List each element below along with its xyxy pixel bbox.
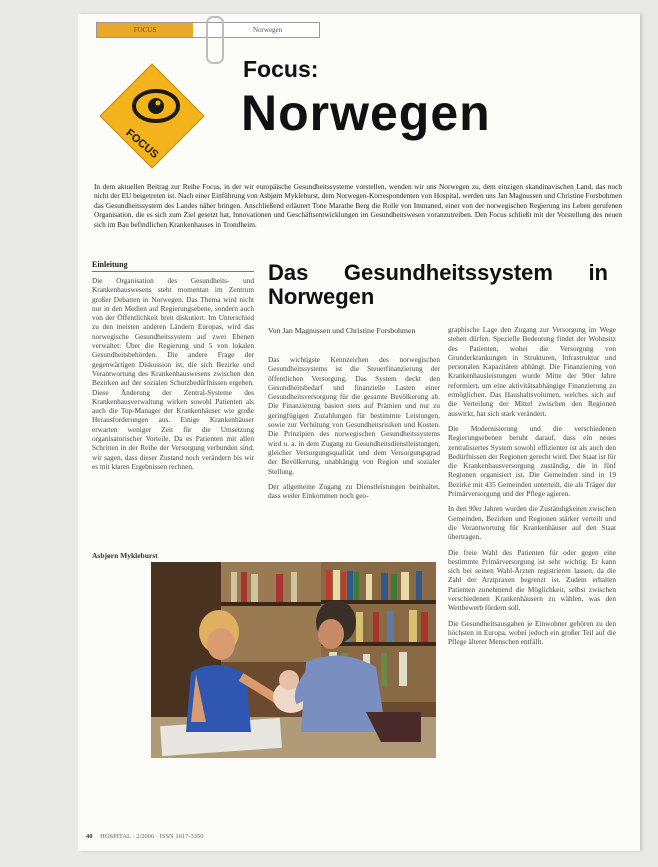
focus-eye-logo-icon <box>98 62 206 170</box>
article-column-1 <box>268 355 440 506</box>
article-title-line1: Das Gesundheitssystem in <box>268 260 608 285</box>
article-paragraph: Die Modernisierung und die verschiedenen Regierungsebenen beruht darauf, dass ein neues zentralisiertes System sowohl effizienter ist als auch den Bedürfnissen der Regionen gerecht wird. Der Staat ist für die Krankenhausversorgung zuständig, die in fünf Regionen organisiert ist. Die Gemeinden sind in 19 Bezirke mit 435 Gemeinden unterteilt, die als Träger der Primärversorgung und der Pflege agieren. <box>448 423 616 499</box>
article-paragraph: In den 90er Jahren wurden die Zuständigkeiten zwischen Gemeinden, Bezirken und Regionen stärker verteilt und die Verantwortung für Krankenhäuser auf den Staat übertragen. <box>448 504 616 542</box>
kicker: Focus: <box>243 56 319 82</box>
section-label: FOCUS <box>97 23 193 37</box>
byline: Von Jan Magnussen und Christine Forsbohmen <box>268 326 416 335</box>
sidebar-author: Asbjørn Mykleburst <box>92 551 158 560</box>
article-paragraph: Der allgemeine Zugang zu Dienstleistungen beinhaltet, dass weder Einkommen noch geo- <box>268 481 440 501</box>
sidebar-text: Die Organisation des Gesundheits- und Krankenhauswesens steht momentan im Zentrum großer Debatten in Norwegen. Das Thema wird nicht nur in den Medien auf Regierungsebene, sondern auch von der Öffentlichkeit breit diskutiert. Im Unterschied zu den meisten anderen Ländern Europas, wird das norwegische Gesundheitssystem auf zwei Ebenen verwaltet: Über die Regierung und 5 von lokalen Gesundheitsbehörden. Die andere Frage der gegenwärtigen Diskussion ist, die sich Bezirke und Verantwortung des Krankenhauswesens zwischen den Bezirken auf der sozialen Schutzbedürfnissen ergeben. Diese Änderung der Zentral-Systeme des Krankenhausverwaltung wirken sowohl Patienten als auch die Top-Manager der Krankenhäuser wie große Herausforderungen aus. Einige Krankenhäuser erwarten weniger Zeit für die Umsetzung organisatorischer Vorteile. Da es Patienten mit allen Schritten in der Reihe der Versorgung verbunden sind, wir sagen, dass dieser Zustand noch verändern bis wir es mit klaren Ergebnissen rechnen. <box>92 276 254 471</box>
intro-paragraph: In dem aktuellen Beitrag zur Reihe Focus, in der wir europäische Gesundheitssysteme vorstellen, wenden wir uns Norwegen zu, dem einzigen skandinavischen Land, das noch nicht der EU beigetreten ist. Nach einer Einführung von Asbjørn Mykleburst, dem Norwegen-Korrespondenten von Hospital, werden uns Jan Magnussen und Christine Forsbohmen das Gesundheitssystem des Landes näher bringen. Anschließend erläutert Tone Marathe Berg die Rolle von Immaned, einer von der norwegischen Regierung ins Leben gerufenen Organisation, die es sich zum Ziel gesetzt hat, Innovationen und Geschäftsentwicklungen im Gesundheitswesen voranzutreiben. Den Focus schließt mit der Vorstellung des neuen sich im Bau befindlichen Krankenhauses in Trondheim. <box>94 182 622 229</box>
svg-text:FOCUS: FOCUS <box>123 127 161 161</box>
page-footer <box>86 833 204 840</box>
sidebar-heading: Einleitung <box>92 260 254 272</box>
page-title: Norwegen <box>241 85 491 141</box>
page-number: 40 <box>86 833 93 840</box>
category-label: Norwegen <box>253 26 283 34</box>
footer-text: HOSPITAL · 2/2006 · ISSN 1617-3350 <box>100 833 204 840</box>
article-paragraph: Die freie Wahl des Patienten für oder gegen eine bestimmte Primärversorgung ist sehr wichtig. Er kann sich bei seinen Wahl-Ärzten registrieren lassen, da die Zahl der Arztpraxen begrenzt ist. Zudem erhalten Patienten zunehmend die Möglichkeit, selbst zwischen verschiedenen Krankenhäusern zu wählen, was den Wettbewerb fördern soll. <box>448 547 616 613</box>
article-paragraph: graphische Lage den Zugang zur Versorgung im Wege stehen dürfen. Spezielle Bedeutung findet der Wohnsitz des Patienten, wobei die Versorgung von Grunderkrankungen in Strukturen, Infrastruktur und personalen Kapazitäten abhängt. Die Finanzierung von Krankenhausleistungen wurde Mitte der 90er Jahre reformiert, um eine aktivitätsabhängige Finanzierung zu ermöglichen. Das Haushaltsvolumen, welches sich auf die Verteilung der Mittel zwischen den Regionen auswirkt, hat sich stark verändert. <box>448 325 616 418</box>
article-paragraph: Die Gesundheitsausgaben je Einwohner gehören zu den höchsten in Europa, wobei jedoch ein großer Teil auf die Pflege älterer Menschen entfällt. <box>448 618 616 647</box>
article-paragraph: Das wichtigste Kennzeichen des norwegischen Gesundheitssystems ist die Steuerfinanzierung der öffentlichen Versorgung. Das System deckt den Gesundheitsbedarf und finanzielle Lasten einer Gesundheitsversorgung für die gesamte Bevölkerung ab. Die Finanzierung basiert stets auf Prämien und nur zu geringfügigen Zuzahlungen für bestimmte Leistungen, sowie zur Verhütung von Gesundheitsrisiken und Kosten. Die Prinzipien des norwegischen Gesundheitssystems wird u. a. in dem Zugang zu Gesundheitsdienstleistungen, gleicher Versorgungsqualität und dem Versorgungsgrad der Bevölkerung, unabhängig von Region und sozialer Stellung. <box>268 355 440 476</box>
article-title <box>268 261 608 309</box>
article-title-line2: Norwegen <box>268 284 375 309</box>
paper-clip-icon <box>206 16 224 64</box>
sidebar-column <box>92 260 254 471</box>
magazine-page <box>78 14 640 851</box>
article-column-2 <box>448 325 616 831</box>
article-photo <box>151 562 436 758</box>
